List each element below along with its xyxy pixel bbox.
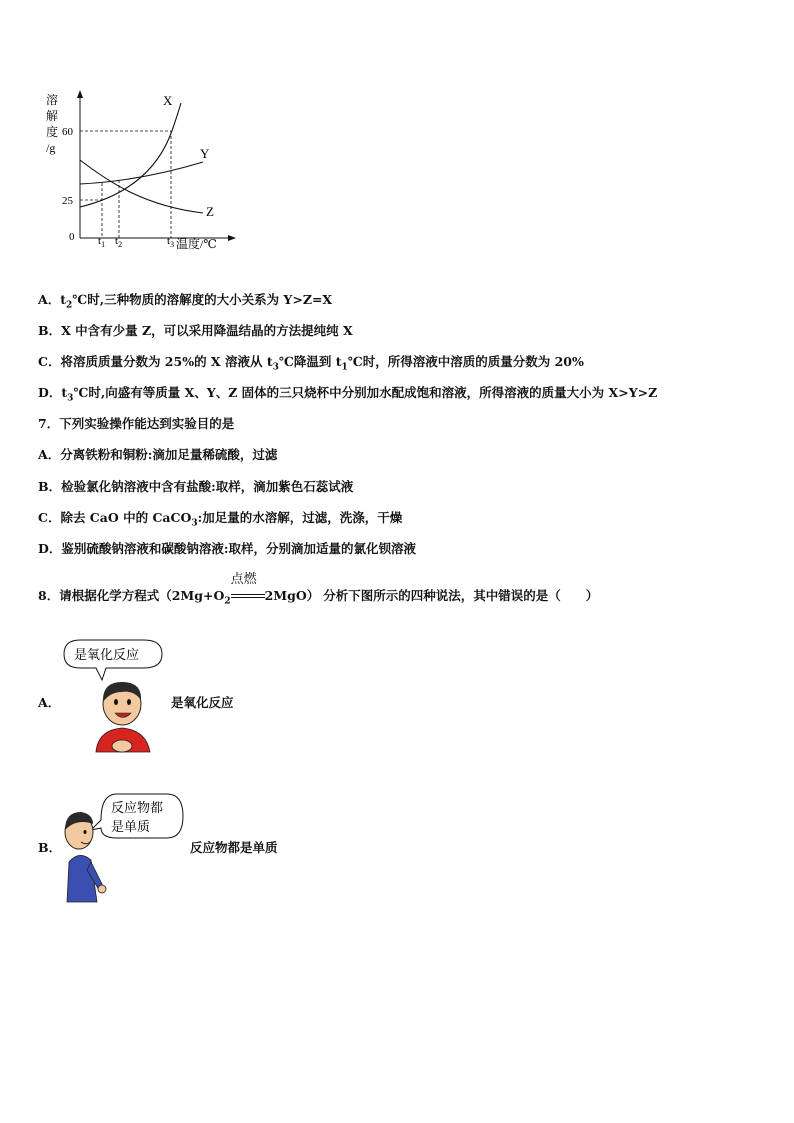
option-letter: A． [38,447,61,462]
y-label-4: /g [46,141,56,155]
x-axis-arrow [228,235,236,241]
q8-option-a-letter[interactable]: A． [38,695,61,710]
equal-sign-top [231,594,265,595]
subscript: 3 [272,362,279,373]
curve-x [80,103,181,207]
subscript: 2 [65,300,73,311]
option-letter: B． [38,323,62,338]
curve-label-x: X [163,93,173,108]
q8-option-a-caption: 是氧化反应 [171,695,234,710]
stem-text: 8．请根据化学方程式（2Mg+O [38,588,225,603]
origin-label: 0 [69,231,75,243]
subscript: 3 [191,518,198,529]
q8-stem [38,571,599,610]
curve-label-z: Z [206,204,214,219]
q7-stem: 7．下列实验操作能达到实验目的是 [38,416,235,431]
option-letter: D． [38,385,62,400]
option-letter: C． [38,354,61,369]
solubility-graph [40,88,240,258]
option-text: 检验氯化钠溶液中含有盐酸:取样，滴加紫色石蕊试液 [61,479,354,494]
q6-option-d[interactable] [38,385,657,407]
q8-option-b-caption: 反应物都是单质 [190,840,278,855]
man-hand [98,885,106,893]
reaction-arrow [230,571,265,604]
option-text: X 中含有少量 Z，可以采用降温结晶的方法提纯纯 X [61,323,353,338]
y-label-3: 度 [46,125,59,139]
q8-option-b-illustration [55,790,185,905]
man-eye [84,830,87,834]
q6-option-b[interactable] [38,323,353,339]
option-letter: B． [38,479,62,494]
t-char: t [61,385,68,400]
y-tick-25: 25 [62,195,73,207]
q7-option-c[interactable] [38,510,402,532]
option-text: ℃时,向盛有等质量 X、Y、Z 固体的三只烧杯中分别加水配成饱和溶液，所得溶液的质量大小为 X>Y>Z [73,385,658,400]
y-label-2: 解 [46,109,59,123]
x-tick-t3: $t_3$ [167,235,175,249]
t-char: t [60,292,66,307]
option-text: 除去 CaO 中的 CaCO [60,510,192,525]
option-letter: D． [38,541,62,556]
option-text: 分离铁粉和铜粉:滴加足量稀硫酸，过滤 [60,447,278,462]
boy-eye-right [127,699,131,705]
speech-bubble-a-text: 是氧化反应 [74,648,140,663]
option-text: ℃时，所得溶液中溶质的质量分数为 20% [347,354,584,369]
option-letter: A． [38,292,61,307]
option-text: ℃时,三种物质的溶解度的大小关系为 Y>Z=X [72,292,333,307]
q7-option-b[interactable] [38,479,353,495]
subscript: 3 [67,393,74,404]
y-label-1: 溶 [46,93,59,107]
q8-option-a-illustration [60,634,170,764]
stem-text: 分析下图所示的四种说法，其中错误的是（ ） [323,588,599,603]
equal-sign-bottom [231,597,265,598]
option-text: ℃降温到 t [278,354,342,369]
reaction-condition: 点燃 [230,571,257,587]
option-letter: C． [38,510,61,525]
option-text: :加足量的水溶解，过滤，洗涤，干燥 [197,510,403,525]
curve-label-y: Y [200,146,210,161]
x-tick-t1: $t_1$ [98,235,106,249]
q6-option-c[interactable] [38,354,584,376]
curve-z [80,160,203,213]
option-text: 鉴别硫酸钠溶液和碳酸钠溶液:取样，分别滴加适量的氯化钡溶液 [61,541,416,556]
y-tick-60: 60 [62,126,73,138]
subscript: 1 [341,362,348,373]
boy-eye-left [114,699,118,705]
q6-option-a[interactable] [38,292,332,314]
option-text: 将溶质质量分数为 25%的 X 溶液从 t [60,354,273,369]
x-tick-t2: $t_2$ [115,235,123,249]
stem-text: 2MgO） [264,588,320,603]
speech-bubble-b-line-1: 反应物都 [111,801,164,816]
x-axis-label: 温度/℃ [176,237,217,251]
speech-bubble-b-line-2: 是单质 [111,820,151,835]
q7-option-d[interactable] [38,541,416,557]
q7-option-a[interactable] [38,447,277,463]
y-axis-arrow [77,90,83,98]
subscript: 2 [224,596,231,607]
boy-hands [112,740,132,752]
q8-option-b-letter[interactable]: B． [38,840,62,855]
